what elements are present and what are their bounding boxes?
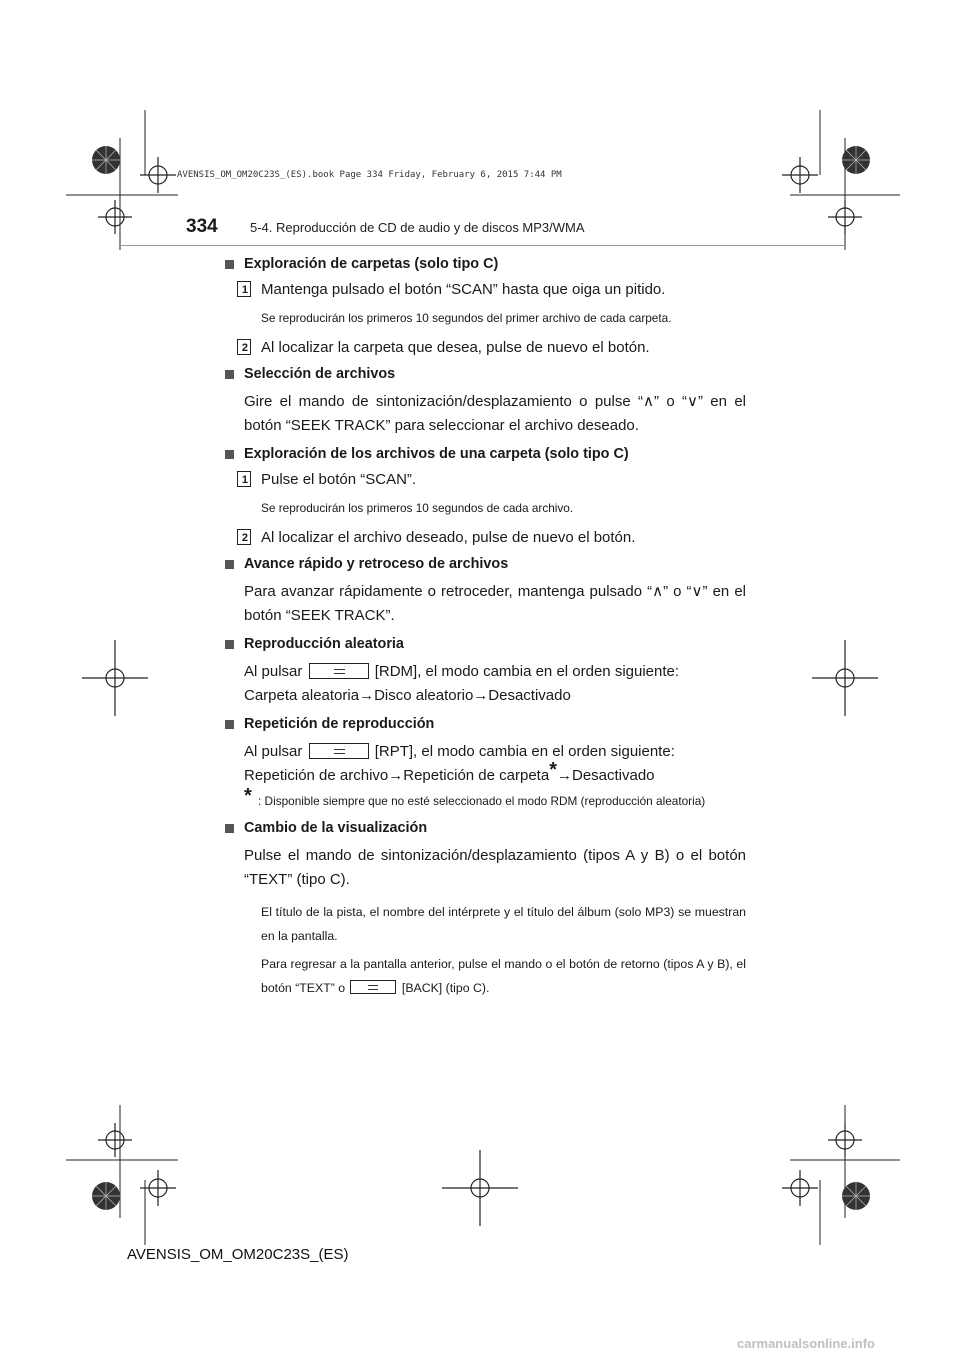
square-bullet-icon — [225, 260, 234, 269]
header-divider — [120, 245, 844, 246]
section-heading: Repetición de reproducción — [224, 716, 746, 732]
step-number: 2 — [237, 339, 251, 355]
step-number: 1 — [237, 281, 251, 297]
body-paragraph: Al pulsar [RDM], el modo cambia en el orden siguiente: Carpeta aleatoria→Disco aleatorio→Desactivado — [244, 663, 680, 704]
section-heading: Cambio de la visualización — [224, 820, 746, 836]
note-text: Para regresar a la pantalla anterior, pulse el mando o el botón de retorno (tipos A y B), el botón “TEXT” o [BACK] (tipo C). — [261, 957, 746, 995]
section-heading: Exploración de los archivos de una carpeta (solo tipo C) — [224, 446, 746, 462]
body-paragraph: Gire el mando de sintonización/desplazamiento o pulse “∧” o “∨” en el botón “SEEK TRACK” para seleccionar el archivo deseado. — [244, 393, 746, 434]
section-heading: Exploración de carpetas (solo tipo C) — [224, 256, 746, 272]
square-bullet-icon — [225, 560, 234, 569]
step-item: 1 Pulse el botón “SCAN”. — [224, 470, 746, 490]
footer-model-code: AVENSIS_OM_OM20C23S_(ES) — [127, 1246, 349, 1263]
step-number: 1 — [237, 471, 251, 487]
page-number: 334 — [186, 216, 218, 237]
section-heading: Avance rápido y retroceso de archivos — [224, 556, 746, 572]
square-bullet-icon — [225, 640, 234, 649]
back-button-icon — [350, 980, 396, 994]
footnote-marker: * — [549, 759, 557, 781]
note-text: El título de la pista, el nombre del intérprete y el título del álbum (solo MP3) se muestran en la pantalla. — [261, 905, 746, 943]
page-content — [224, 256, 746, 1004]
note-text: Se reproducirán los primeros 10 segundos de cada archivo. — [261, 501, 574, 515]
step-item: 2 Al localizar el archivo deseado, pulse de nuevo el botón. — [224, 528, 746, 548]
preset-button-icon — [309, 743, 369, 759]
step-number: 2 — [237, 529, 251, 545]
step-item: 2 Al localizar la carpeta que desea, pulse de nuevo el botón. — [224, 338, 746, 358]
section-title: 5-4. Reproducción de CD de audio y de discos MP3/WMA — [250, 220, 585, 235]
watermark: carmanualsonline.info — [737, 1336, 875, 1351]
footnote: * : Disponible siempre que no esté seleccionado el modo RDM (reproducción aleatoria) — [244, 785, 706, 808]
body-paragraph: Pulse el mando de sintonización/desplazamiento (tipos A y B) o el botón “TEXT” (tipo C). — [244, 847, 746, 888]
square-bullet-icon — [225, 720, 234, 729]
footnote-marker: * — [244, 785, 252, 807]
square-bullet-icon — [225, 450, 234, 459]
section-heading: Reproducción aleatoria — [224, 636, 746, 652]
square-bullet-icon — [225, 370, 234, 379]
note-text: Se reproducirán los primeros 10 segundos del primer archivo de cada carpeta. — [261, 311, 672, 325]
book-info-line: AVENSIS_OM_OM20C23S_(ES).book Page 334 Friday, February 6, 2015 7:44 PM — [177, 170, 562, 180]
square-bullet-icon — [225, 824, 234, 833]
body-paragraph: Al pulsar [RPT], el modo cambia en el orden siguiente: Repetición de archivo→Repetición de carpeta*→Desactivado — [244, 743, 675, 784]
preset-button-icon — [309, 663, 369, 679]
step-item: 1 Mantenga pulsado el botón “SCAN” hasta que oiga un pitido. — [224, 280, 746, 300]
body-paragraph: Para avanzar rápidamente o retroceder, mantenga pulsado “∧” o “∨” en el botón “SEEK TRACK”. — [244, 583, 746, 624]
section-heading: Selección de archivos — [224, 366, 746, 382]
